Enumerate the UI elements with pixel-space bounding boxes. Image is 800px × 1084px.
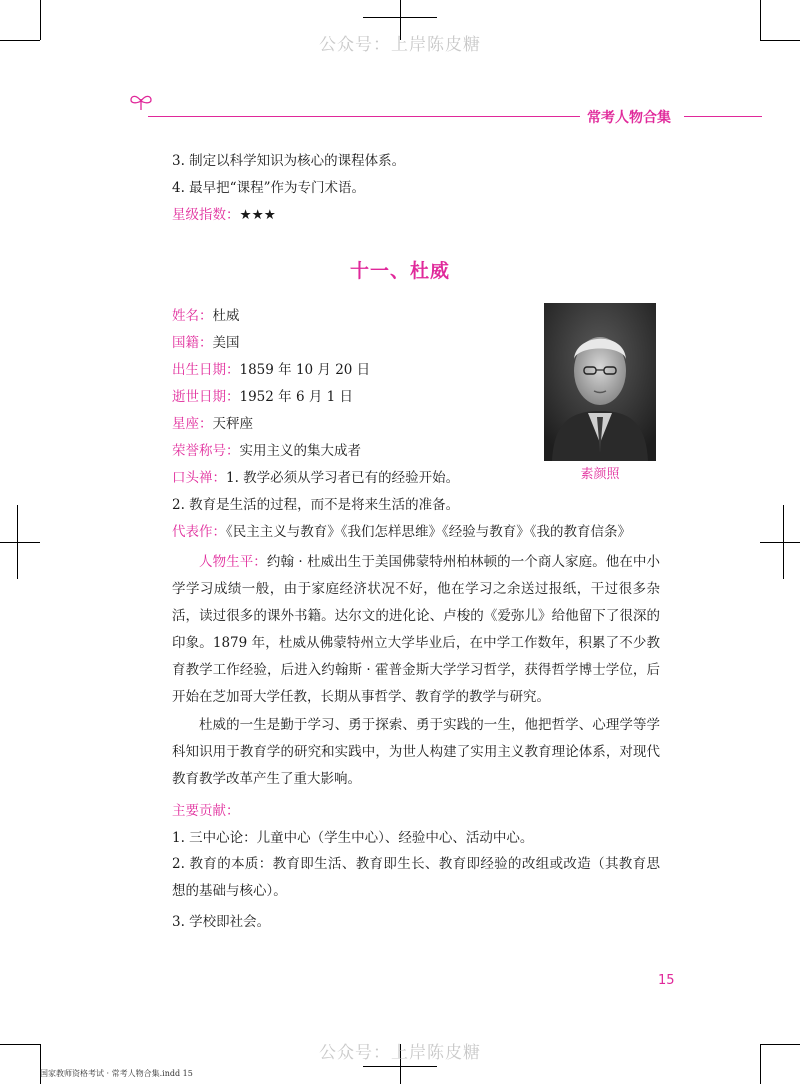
portrait-photo — [544, 303, 656, 461]
field-value: 天秤座 — [212, 416, 253, 432]
profile-works — [172, 522, 631, 542]
crop-mark — [0, 542, 40, 543]
intro-item: 4. 最早把“课程”作为专门术语。 — [172, 180, 365, 196]
crop-mark — [760, 542, 800, 543]
intro-item: 3. 制定以科学知识为核心的课程体系。 — [172, 153, 406, 169]
field-value: 1952 年 6 月 1 日 — [239, 389, 353, 405]
field-label: 国籍： — [172, 335, 213, 351]
watermark-bottom: 公众号：上岸陈皮糖 — [319, 1043, 481, 1063]
profile-honor — [172, 441, 361, 461]
watermark-top: 公众号：上岸陈皮糖 — [319, 35, 481, 55]
rating-stars: ★★★ — [239, 207, 276, 223]
works-value: 《民主主义与教育》《我们怎样思维》《经验与教育》《我的教育信条》 — [226, 524, 631, 540]
contribution-item: 1. 三中心论：儿童中心（学生中心）、经验中心、活动中心。 — [172, 830, 534, 846]
photo-caption: 素颜照 — [580, 467, 620, 482]
motto-item: 1. 教学必须从学习者已有的经验开始。 — [226, 470, 460, 486]
life-paragraph-2 — [172, 712, 660, 793]
life-label: 人物生平： — [199, 554, 267, 570]
profile-name — [172, 306, 240, 326]
field-label: 出生日期： — [172, 362, 240, 378]
field-label: 荣誉称号： — [172, 443, 240, 459]
field-label: 逝世日期： — [172, 389, 240, 405]
profile-zodiac — [172, 414, 253, 434]
crop-mark — [783, 505, 784, 579]
field-value: 实用主义的集大成者 — [239, 443, 361, 459]
field-label: 星座： — [172, 416, 213, 432]
contributions-heading: 主要贡献： — [172, 803, 240, 819]
section-title: 十一、杜威 — [349, 260, 450, 282]
life-text-1: 约翰 · 杜威出生于美国佛蒙特州柏林顿的一个商人家庭。他在中小学学习成绩一般，由于家庭经济状况不好，他在学习之余送过报纸，干过很多杂活，读过很多的课外书籍。达尔文的进化论、卢梭的《爱弥儿》给他留下了很深的印象。1879 年，杜威从佛蒙特州立大学毕业后，在中学工作数年，积累了不少教育教学工作经验，后进入约翰斯 · 霍普金斯大学学习哲学，获得哲学博士学位，后开始在芝加哥大学任教，长期从事哲学、教育学的教学与研究。 — [172, 554, 661, 705]
header-rule-right — [684, 116, 762, 117]
motto-item-2: 2. 教育是生活的过程，而不是将来生活的准备。 — [172, 497, 460, 513]
profile-death — [172, 387, 353, 407]
contributions-label — [172, 801, 240, 821]
crop-mark — [17, 505, 18, 579]
leaf-icon — [128, 92, 154, 114]
portrait-image — [544, 303, 656, 461]
profile-nationality — [172, 333, 240, 353]
footer-file-info: 国家教师资格考试 · 常考人物合集.indd 15 — [40, 1069, 193, 1078]
rating-label: 星级指数： — [172, 207, 240, 223]
field-label: 姓名： — [172, 308, 213, 324]
page-number: 15 — [658, 973, 675, 988]
field-value: 美国 — [212, 335, 240, 351]
field-label: 口头禅： — [172, 470, 226, 486]
intro-rating — [172, 205, 276, 225]
profile-birth — [172, 360, 370, 380]
field-value: 杜威 — [212, 308, 240, 324]
contribution-item: 3. 学校即社会。 — [172, 914, 271, 930]
field-label: 代表作： — [172, 524, 226, 540]
header-title: 常考人物合集 — [587, 110, 671, 126]
field-value: 1859 年 10 月 20 日 — [239, 362, 371, 378]
contribution-item: 2. 教育的本质：教育即生活、教育即生长、教育即经验的改组或改造（其教育思想的基础与核心）。 — [172, 856, 660, 899]
profile-motto — [172, 468, 459, 488]
header-rule-left — [148, 116, 580, 117]
life-paragraph-1 — [172, 549, 660, 711]
life-text-2: 杜威的一生是勤于学习、勇于探索、勇于实践的一生，他把哲学、心理学等学科知识用于教育学的研究和实践中，为世人构建了实用主义教育理论体系，对现代教育教学改革产生了重大影响。 — [172, 717, 660, 787]
